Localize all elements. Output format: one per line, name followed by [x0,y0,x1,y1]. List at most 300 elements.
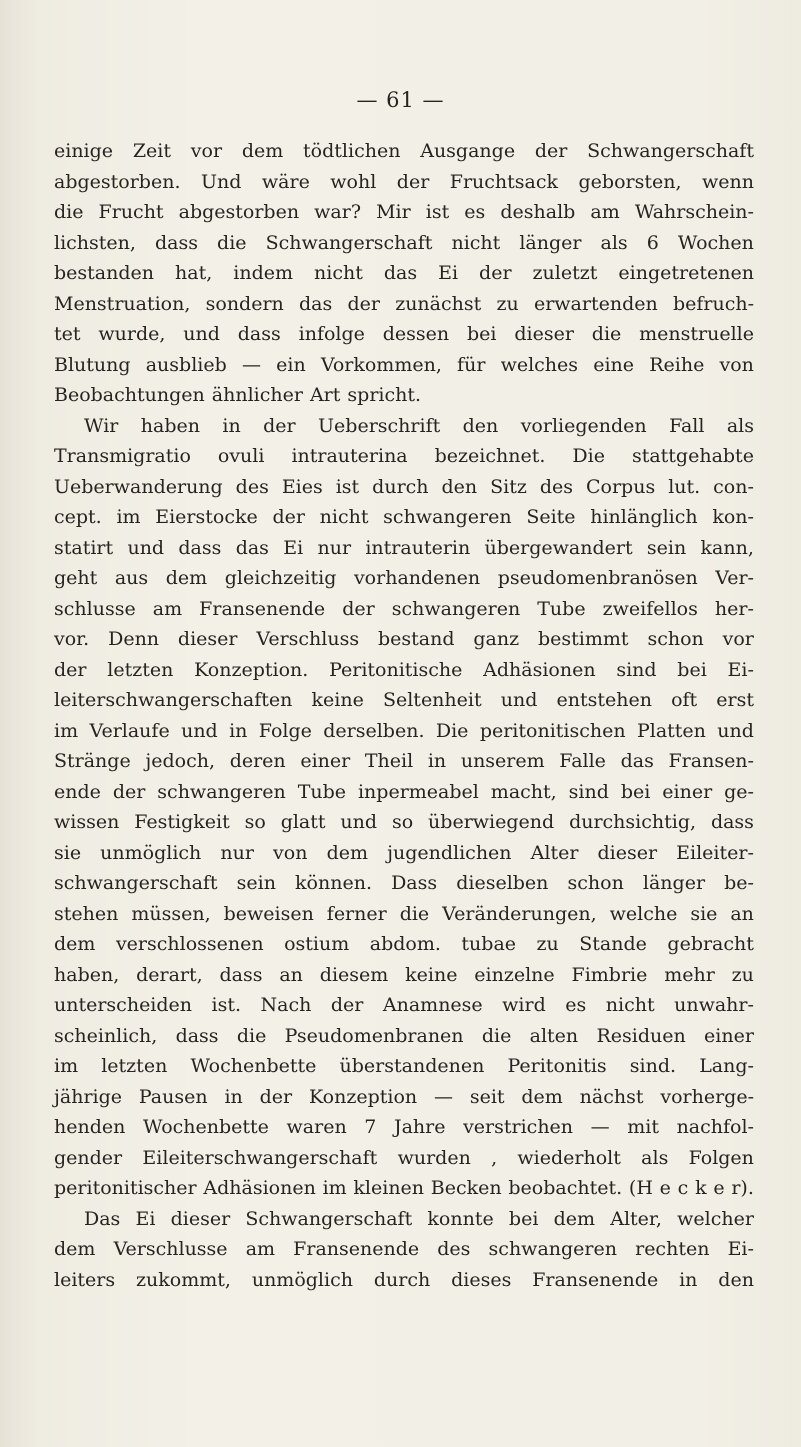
word: Ver- [715,567,754,589]
word: ist [425,201,450,223]
word: der [534,140,568,162]
word: Wir [84,414,119,437]
word: Schwangerschaft [587,140,754,162]
word: im [116,506,141,528]
word: dem [241,140,284,162]
word: vorherge- [660,1085,754,1108]
word: aus [114,567,149,589]
word: des [235,475,269,498]
text-line [54,868,754,899]
word: am [245,1238,276,1260]
word: zu [731,963,754,986]
word: Die [572,445,605,467]
word: (H [628,1177,653,1199]
word: glatt [280,811,326,833]
word: peritonitischen [479,719,626,742]
word: in [222,414,241,437]
word: und [340,811,378,833]
word: hat, [175,262,213,284]
word: diesem [319,963,389,986]
word: dem [553,1207,596,1230]
word: geborsten, [578,170,682,193]
word: bei [508,1207,539,1230]
word: am [152,597,183,620]
text-line [54,594,754,625]
word: vor. [54,628,90,650]
word: der [259,1085,293,1108]
word: be- [724,872,754,894]
word: von [273,841,308,864]
word: Dass [391,872,438,894]
word: die [217,231,247,254]
word: jugendlichen [387,841,512,864]
word: der [342,597,375,620]
word: vorliegenden [520,414,647,437]
word: stattgehabte [631,445,754,467]
word: das [620,750,654,772]
word: Schwangerschaft [245,1207,413,1230]
word: die [54,201,84,223]
word: länger [642,872,706,894]
word: das [235,536,269,559]
word: deshalb [500,201,576,223]
word: der [479,262,512,284]
word: lut. [668,475,701,498]
word: einer [662,780,713,803]
word: durchsichtig, [569,811,697,833]
word: con- [713,475,754,498]
word: Adhäsionen [203,1177,316,1199]
word: Veränderungen, [442,902,597,925]
word: der [54,658,87,681]
word: tubae [461,933,517,955]
word: abgestorben. [54,170,181,193]
word: keine [311,689,364,711]
word: kann, [700,536,754,559]
word: Das [84,1207,121,1230]
word: tet [54,323,81,345]
word: menstruelle [639,323,754,345]
word: dieser [177,628,238,650]
word: die [591,323,622,345]
word: macht, [490,780,557,803]
word: zu [536,933,559,955]
word: einzelne [474,963,555,986]
text-line [54,1051,754,1082]
word: der [347,292,380,315]
word: Wochenbette [142,1116,269,1138]
word: Folgen [688,1146,754,1169]
word: dass [710,811,754,833]
word: sein [236,872,276,894]
word: zweifellos [602,597,698,620]
word: Wochenbette [190,1055,317,1077]
word: vor [190,140,223,162]
word: dieser [170,1207,231,1230]
word: kleinen [353,1177,425,1199]
word: durch [373,1268,431,1291]
word: wiederholt [517,1146,621,1169]
word: unterscheiden [54,994,193,1016]
word: e [713,1177,725,1199]
word: Sitz [490,475,527,498]
word: Becken [430,1177,502,1199]
word: Ei [135,1207,156,1230]
word: schwangerschaft [54,872,218,894]
word: ende [54,780,101,803]
word: sind. [629,1055,677,1077]
word: und [500,689,538,711]
word: seit [469,1085,505,1108]
word: kon- [712,506,754,528]
word: Ei [283,536,304,559]
word: stehen [54,902,119,925]
word: Fimbrie [571,963,648,986]
text-line [54,1112,754,1143]
word: ostium [284,933,350,955]
word: Platten [636,719,706,742]
text-line [54,960,754,991]
word: müssen, [131,902,211,925]
word: zu [496,292,519,315]
text-line [54,197,754,228]
word: vorhandenen [353,567,481,589]
word: Eileiter- [676,841,754,864]
word: bei [677,658,707,681]
word: Ausgange [420,140,516,162]
word: intrauterina [291,445,408,467]
word: — [433,1085,453,1108]
word: Konzeption [308,1085,418,1108]
word: henden [54,1116,126,1138]
word: geht [54,567,98,589]
word: leiters [54,1268,116,1291]
word: und [183,323,220,345]
word: infolge [298,323,365,345]
word: ganz [473,628,520,650]
word: haben, [54,963,120,986]
word: schon [567,872,624,894]
word: Pseudomenbranen [284,1024,464,1047]
text-line [54,929,754,960]
word: Verschlusse [113,1238,228,1260]
word: ge- [724,780,754,803]
word: es [565,994,587,1016]
text-line [54,136,754,167]
word: wissen [54,811,120,833]
word: Peritonitische [329,658,463,681]
word: dass [178,536,222,559]
word: dem [54,1238,96,1260]
word: des [437,1238,471,1260]
page-number: — 61 — [356,88,445,112]
word: Festigkeit [134,811,230,833]
word: intrauterin [365,536,471,559]
word: ein [276,353,306,376]
word: bei [467,323,497,345]
word: die [481,1024,512,1047]
word: her- [714,597,754,620]
word: durch [372,475,429,498]
word: — [241,353,261,376]
word: nicht [451,231,501,254]
word: in [679,1268,698,1291]
word: befruch- [672,292,754,315]
word: als [726,414,754,437]
text-line [54,1082,754,1113]
body-text [54,136,754,1295]
text-line [54,1234,754,1265]
word: das [299,292,333,315]
text-line [54,167,754,198]
word: dass [154,231,198,254]
word: keine [405,963,458,986]
text-line [54,990,754,1021]
text-line [54,807,754,838]
text-line [54,655,754,686]
text-line [54,716,754,747]
word: peritonitischer [54,1177,197,1199]
word: übergewandert [484,536,633,559]
word: jedoch, [145,750,216,772]
word: war? [314,201,362,223]
word: sind [616,658,657,681]
word: schwangeren [391,597,521,620]
word: Verschluss [256,628,360,650]
word: vor [722,628,754,650]
word: Mir [376,201,411,223]
word: Corpus [586,475,656,498]
word: Zeit [132,140,171,162]
word: , [491,1146,498,1169]
text-line [54,502,754,533]
word: ausblieb [145,353,227,376]
word: rechten [635,1238,710,1260]
word: Art [309,384,341,406]
word: Adhäsionen [483,658,596,681]
word: und [717,719,754,742]
word: in [224,1085,243,1108]
text-line [54,1204,754,1235]
word: Ei [438,262,459,284]
word: tödtlichen [303,140,401,162]
word: als [641,1146,669,1169]
word: letzten [107,658,174,681]
word: ferner [326,902,387,925]
word: die [236,1024,267,1047]
word: Fransen- [668,750,754,772]
word: 7 [364,1116,377,1138]
word: Fruchtsack [449,170,559,193]
word: welche [609,902,678,925]
word: Nach [260,994,312,1016]
word: Ueberwanderung [54,475,223,498]
word: Tube [537,597,586,620]
word: Transmigratio [54,445,191,467]
word: so [391,811,414,833]
word: Alter, [610,1207,662,1230]
word: Pausen [138,1085,208,1108]
word: einige [54,140,114,162]
word: und [181,719,218,742]
word: an [279,963,303,986]
word: Konzeption. [194,658,309,681]
word: alten [529,1024,579,1047]
word: nachfol- [676,1116,754,1138]
text-line [54,899,754,930]
word: nicht [605,994,655,1016]
word: Denn [108,628,160,650]
word: einer [300,750,351,772]
word: einer [704,1024,754,1047]
word: ist [335,475,360,498]
word: sein [646,536,687,559]
word: unmöglich [251,1268,353,1291]
text-line [54,563,754,594]
word: von [719,353,754,376]
word: Schwangerschaft [265,231,433,254]
word: hinlänglich [590,506,698,528]
word: in [427,750,447,772]
word: Seltenheit [382,689,482,711]
word: ähnlicher [211,384,303,406]
word: Verlaufe [89,719,170,742]
word: schwangeren [383,506,512,528]
text-line [54,472,754,503]
word: Stränge [54,750,131,772]
word: Fransenende [293,1238,420,1260]
word: Jahre [393,1116,446,1138]
word: Menstruation, [54,292,191,315]
word: deren [229,750,286,772]
word: cept. [54,506,102,528]
text-line [54,624,754,655]
text-line [54,533,754,564]
word: Fransenende [532,1268,659,1291]
word: Alter [530,841,579,864]
word: gender [54,1146,123,1169]
text-line [54,1143,754,1174]
word: im [54,719,79,742]
word: nächst [579,1085,644,1108]
word: Und [200,170,242,193]
word: für [457,353,486,376]
word: dieser [597,841,658,864]
word: Eileiterschwangerschaft [142,1146,378,1169]
text-line [54,289,754,320]
word: den [441,475,478,498]
word: derselben. [323,719,425,742]
word: statirt [54,536,114,559]
word: bestanden [54,262,155,284]
word: Die [435,719,469,742]
text-line [54,746,754,777]
word: dem [165,567,208,589]
word: leiterschwangerschaften [54,689,293,711]
word: erst [716,689,754,711]
word: c [677,1177,689,1199]
word: im [322,1177,347,1199]
word: wäre [261,170,310,193]
word: am [590,201,620,223]
word: waren [286,1116,347,1138]
word: eingetretenen [618,262,754,284]
word: dass [237,323,281,345]
text-line [54,1021,754,1052]
word: r). [731,1177,754,1199]
word: Wochen [677,231,754,254]
word: überwiegend [428,811,555,833]
word: bei [620,780,651,803]
word: Fransenende [199,597,326,620]
word: haben [140,414,200,437]
word: Stande [579,933,647,955]
word: bestand [377,628,455,650]
word: der [263,414,296,437]
word: gleichzeitig [224,567,337,589]
word: dieselben [456,872,549,894]
word: spricht. [347,384,422,406]
word: verschlossenen [115,933,264,955]
text-line [54,380,754,411]
text-line [54,777,754,808]
word: schon [647,628,704,650]
word: jährige [54,1085,123,1108]
word: abdom. [369,933,441,955]
word: in [229,719,248,742]
word: Falle [559,750,606,772]
word: und [127,536,165,559]
word: Frucht [98,201,164,223]
word: unmöglich [100,841,202,864]
word: dieses [451,1268,512,1291]
word: als [600,231,628,254]
word: Eierstocke [155,506,258,528]
word: sondern [205,292,284,315]
word: zukommt, [136,1268,231,1291]
word: dessen [382,323,450,345]
word: wird [502,994,546,1016]
word: dass [219,963,263,986]
word: Ueberschrift [318,414,441,437]
word: Tube [297,780,347,803]
word: im [54,1055,79,1077]
word: abgestorben [178,201,300,223]
word: dieser [514,323,574,345]
word: zuletzt [532,262,598,284]
word: Blutung [54,353,131,376]
word: schlusse [54,597,136,620]
word: das [383,262,418,284]
word: indem [233,262,294,284]
word: Lang- [699,1055,754,1077]
word: sind [568,780,609,803]
word: Fall [669,414,705,437]
word: scheinlich, [54,1024,158,1047]
word: Eies [281,475,323,498]
word: — [590,1116,610,1138]
word: an [730,902,754,925]
word: derart, [136,963,203,986]
word: schwangeren [488,1238,617,1260]
word: überstandenen [339,1055,485,1077]
word: wurde, [98,323,166,345]
word: länger [519,231,582,254]
text-line [54,685,754,716]
word: gebracht [667,933,754,955]
word: der [272,506,305,528]
word: sie [690,902,718,925]
